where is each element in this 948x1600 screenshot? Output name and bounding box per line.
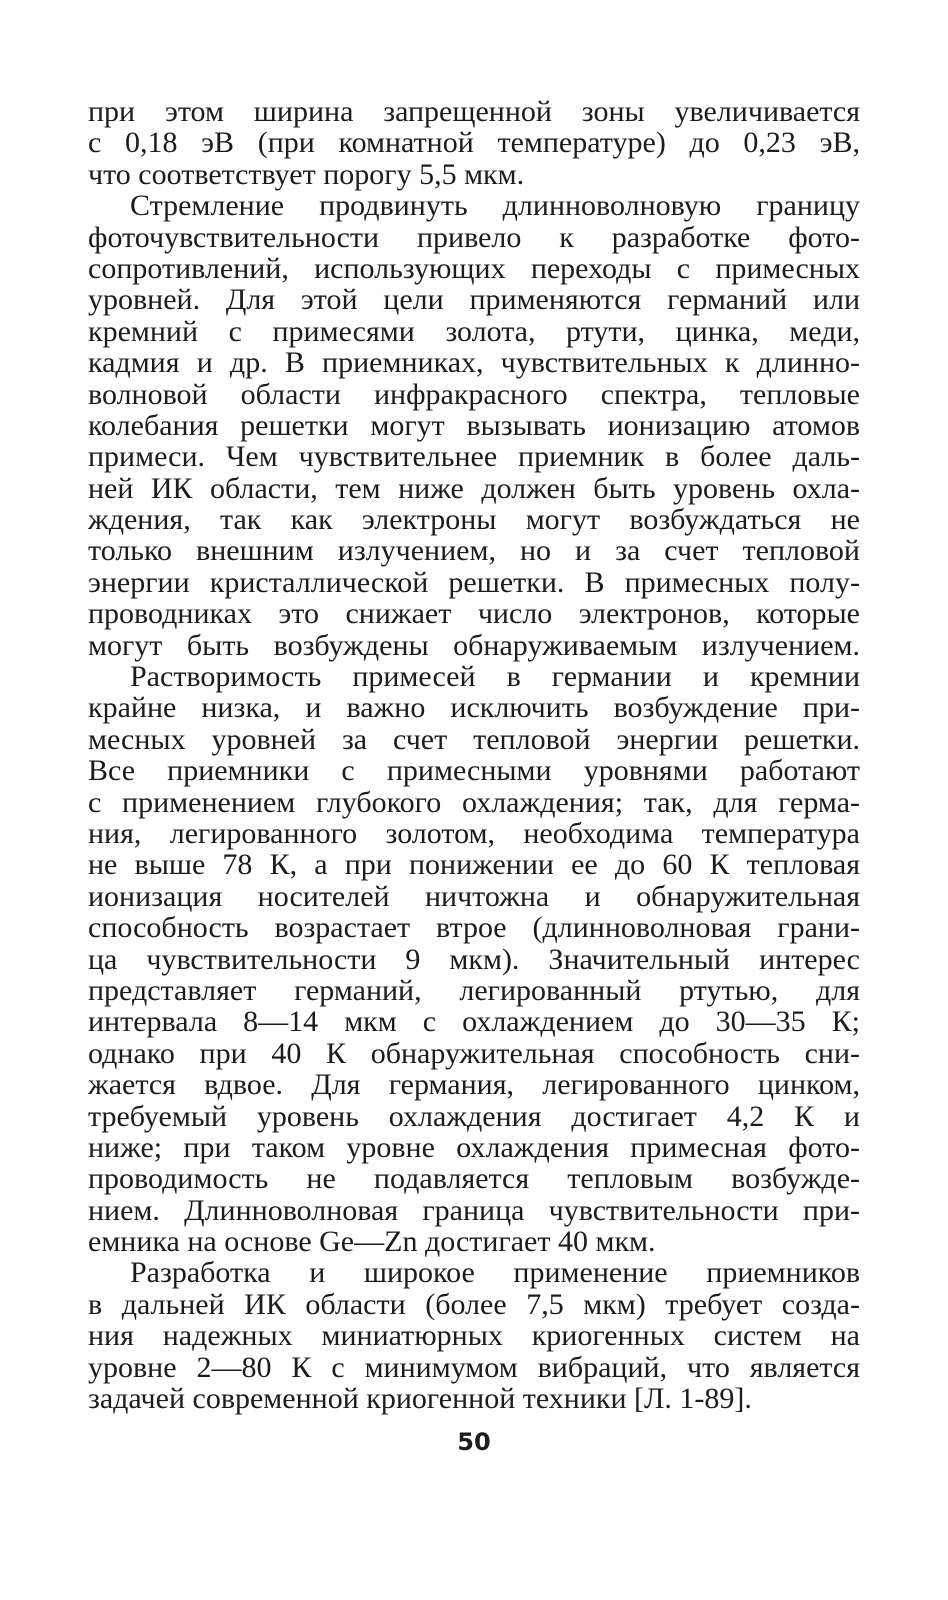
text-line: энергии кристаллической решетки. В примесных полу-	[88, 565, 860, 599]
text-line: способность возрастает втрое (длинноволновая грани-	[88, 911, 860, 945]
paragraph-4	[88, 1257, 860, 1414]
text-line: с применением глубокого охлаждения; так, для герма-	[88, 785, 860, 819]
text-line: проводниках это снижает число электронов, которые	[88, 597, 860, 631]
text-line: в дальней ИК области (более 7,5 мкм) требует созда-	[88, 1287, 860, 1321]
text-line: фоточувствительности привело к разработке фото-	[88, 220, 860, 254]
text-line: колебания решетки могут вызывать ионизацию атомов	[88, 408, 860, 442]
text-line: ждения, так как электроны могут возбуждаться не	[88, 503, 860, 537]
text-line: месных уровней за счет тепловой энергии решетки.	[88, 722, 860, 756]
text-line: требуемый уровень охлаждения достигает 4,2 К и	[88, 1099, 860, 1133]
text-line: что соответствует порогу 5,5 мкм.	[88, 157, 525, 191]
text-line: не выше 78 К, а при понижении ее до 60 К тепловая	[88, 848, 860, 882]
text-line: только внешним излучением, но и за счет тепловой	[88, 534, 860, 568]
text-line: интервала 8—14 мкм с охлаждением до 30—35 К;	[88, 1005, 860, 1039]
text-line: емника на основе Ge—Zn достигает 40 мкм.	[88, 1225, 656, 1259]
text-line: нием. Длинноволновая граница чувствительности при-	[88, 1193, 860, 1227]
text-line: волновой области инфракрасного спектра, тепловые	[88, 377, 860, 411]
text-line: ниже; при таком уровне охлаждения примесная фото-	[88, 1130, 860, 1164]
text-line: крайне низка, и важно исключить возбуждение при-	[88, 691, 860, 725]
text-line: уровне 2—80 К с минимумом вибраций, что является	[88, 1350, 860, 1384]
text-line: представляет германий, легированный ртутью, для	[88, 973, 860, 1007]
text-line: проводимость не подавляется тепловым возбужде-	[88, 1162, 860, 1196]
text-line: сопротивлений, использующих переходы с примесных	[88, 251, 860, 285]
page-body	[88, 96, 860, 1414]
text-line: уровней. Для этой цели применяются германий или	[88, 283, 860, 317]
paragraph-3	[88, 661, 860, 1257]
text-line: ионизация носителей ничтожна и обнаружительная	[88, 879, 860, 913]
page-number: 50	[457, 1428, 491, 1456]
text-line: Разработка и широкое применение приемников	[130, 1256, 860, 1290]
paragraph-2	[88, 190, 860, 661]
text-line: могут быть возбуждены обнаруживаемым излучением.	[88, 628, 860, 662]
text-line: ца чувствительности 9 мкм). Значительный интерес	[88, 942, 860, 976]
text-line: задачей современной криогенной техники [Л. 1-89].	[88, 1382, 752, 1416]
text-line: кадмия и др. В приемниках, чувствительных к длинно-	[88, 346, 860, 380]
text-line: жается вдвое. Для германия, легированного цинком,	[88, 1068, 860, 1102]
text-line: Растворимость примесей в германии и кремнии	[130, 660, 860, 694]
text-line: кремний с примесями золота, ртути, цинка, меди,	[88, 314, 860, 348]
text-line: Все приемники с примесными уровнями работают	[88, 754, 860, 788]
text-line: Стремление продвинуть длинноволновую границу	[130, 189, 860, 223]
text-line: при этом ширина запрещенной зоны увеличивается	[88, 95, 860, 128]
text-line: ней ИК области, тем ниже должен быть уровень охла-	[88, 471, 860, 505]
text-line: с 0,18 эВ (при комнатной температуре) до 0,23 эВ,	[88, 126, 860, 160]
text-line: ния надежных миниатюрных криогенных систем на	[88, 1319, 860, 1353]
text-line: однако при 40 К обнаружительная способность сни-	[88, 1036, 860, 1070]
text-line: ния, легированного золотом, необходима температура	[88, 816, 860, 850]
paragraph-1	[88, 96, 860, 190]
text-line: примеси. Чем чувствительнее приемник в более даль-	[88, 440, 860, 474]
